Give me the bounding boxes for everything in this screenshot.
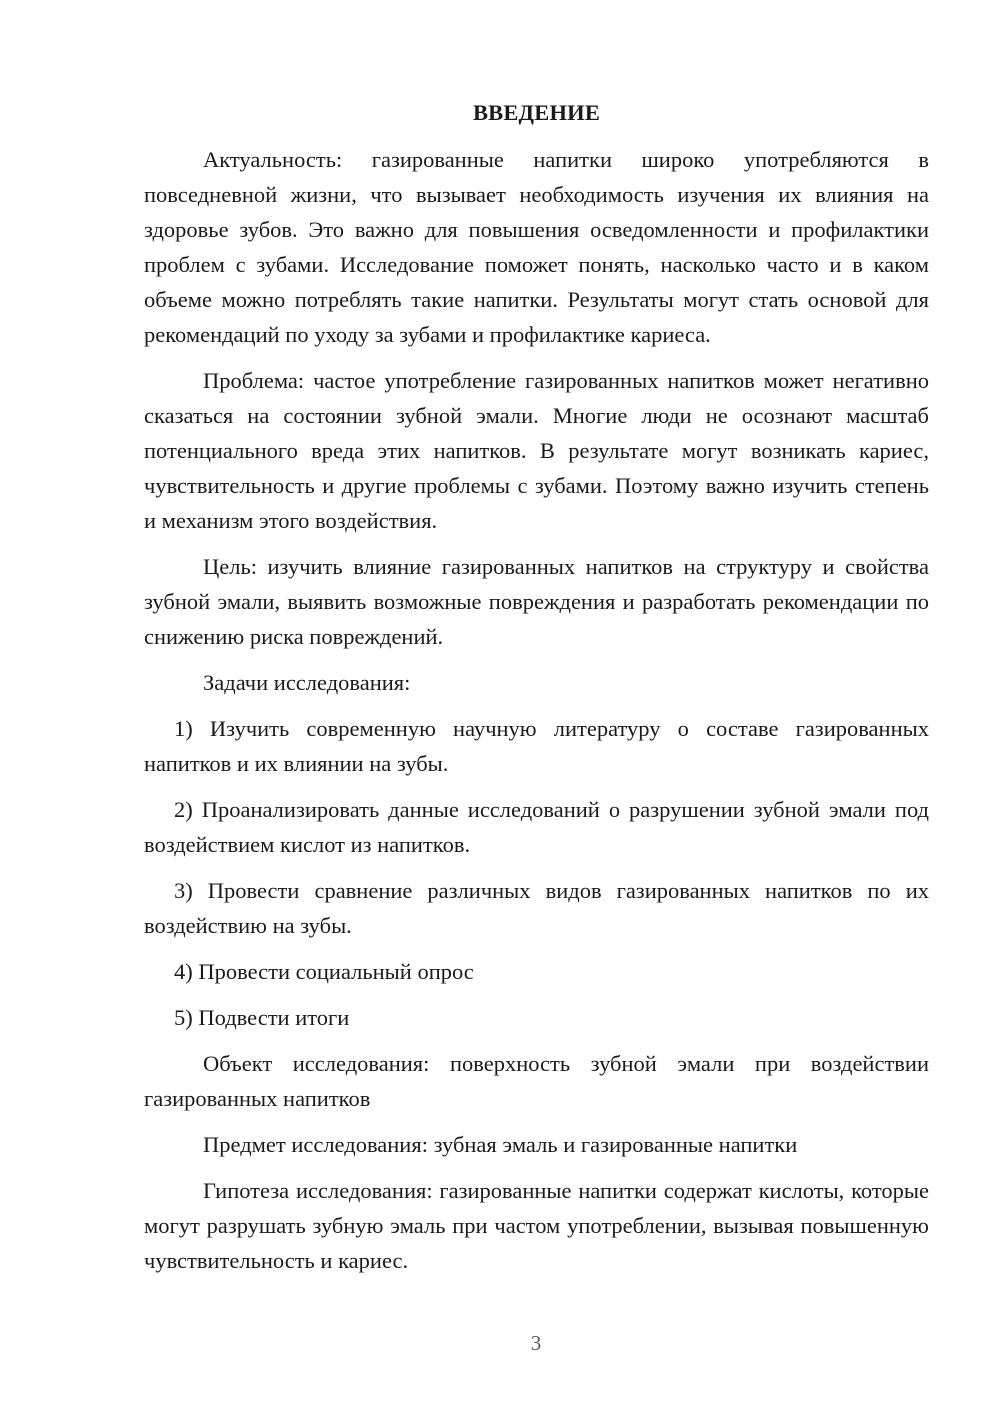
- paragraph-subject: Предмет исследования: зубная эмаль и газированные напитки: [203, 1132, 798, 1157]
- tasks-heading: Задачи исследования:: [203, 670, 411, 695]
- task-item-2: 2) Проанализировать данные исследований о разрушении зубной эмали под воздействием кислот из напитков.: [144, 797, 929, 857]
- paragraph-goal: Цель: изучить влияние газированных напитков на структуру и свойства зубной эмали, выявить возможные повреждения и разработать рекомендации по снижению риска повреждений.: [144, 554, 929, 649]
- section-title: ВВЕДЕНИЕ: [472, 100, 601, 125]
- task-item-1: 1) Изучить современную научную литературу о составе газированных напитков и их влиянии на зубы.: [144, 716, 929, 776]
- paragraph-object: Объект исследования: поверхность зубной эмали при воздействии газированных напитков: [144, 1051, 929, 1111]
- document-body: [144, 95, 929, 1278]
- page-number: 3: [530, 1331, 542, 1355]
- task-item-3: 3) Провести сравнение различных видов газированных напитков по их воздействию на зубы.: [144, 878, 929, 938]
- paragraph-relevance: Актуальность: газированные напитки широко употребляются в повседневной жизни, что вызывает необходимость изучения их влияния на здоровье зубов. Это важно для повышения осведомленности и профилактики проблем с зубами. Исследование поможет понять, насколько часто и в каком объеме можно потреблять такие напитки. Результаты могут стать основой для рекомендаций по уходу за зубами и профилактике кариеса.: [144, 147, 929, 347]
- task-item-4: 4) Провести социальный опрос: [174, 959, 474, 984]
- paragraph-hypothesis: Гипотеза исследования: газированные напитки содержат кислоты, которые могут разрушать зубную эмаль при частом употреблении, вызывая повышенную чувствительность и кариес.: [144, 1178, 929, 1273]
- paragraph-problem: Проблема: частое употребление газированных напитков может негативно сказаться на состоянии зубной эмали. Многие люди не осознают масштаб потенциального вреда этих напитков. В результате могут возникать кариес, чувствительность и другие проблемы с зубами. Поэтому важно изучить степень и механизм этого воздействия.: [144, 368, 929, 533]
- task-item-5: 5) Подвести итоги: [174, 1005, 350, 1030]
